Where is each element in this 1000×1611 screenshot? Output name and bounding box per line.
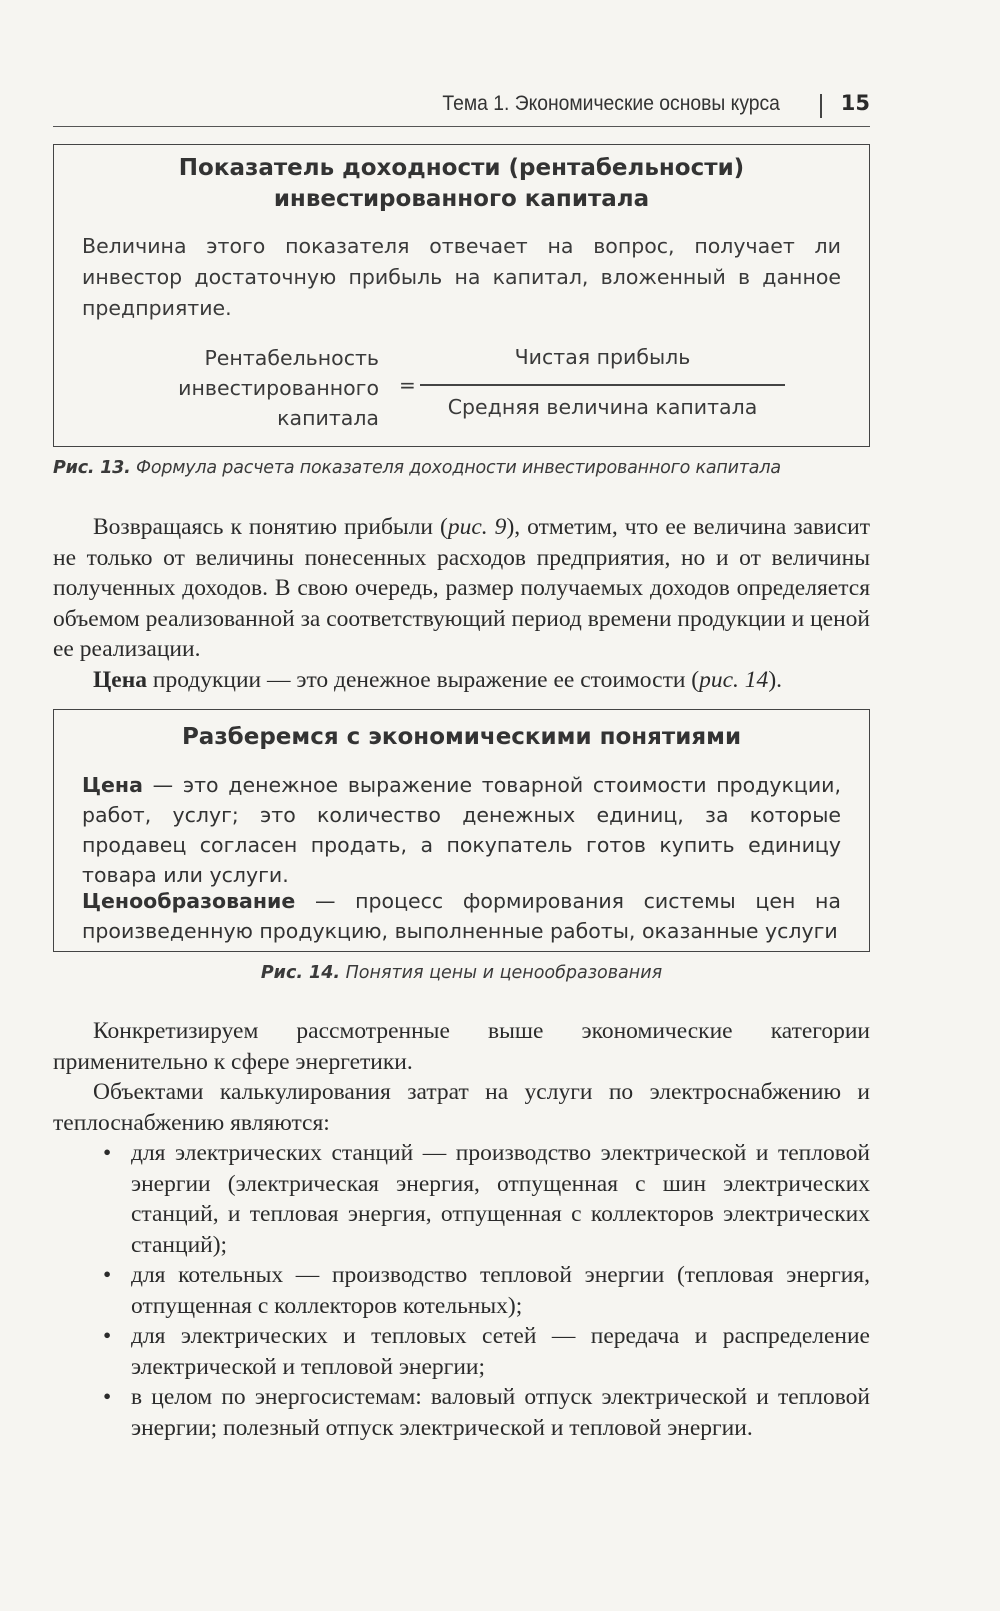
formula-equals: = — [399, 373, 416, 397]
paragraph-price — [53, 665, 870, 696]
figure-13-title-line1: Показатель доходности (рентабельности) — [178, 155, 745, 181]
formula-numerator: Чистая прибыль — [514, 345, 691, 369]
figure-14-title: Разберемся с экономическими понятиями — [181, 724, 742, 750]
term-price: Цена — [93, 667, 147, 693]
list-item — [53, 1138, 870, 1260]
paragraph-profit-part1: Возвращаясь к понятию прибыли ( — [93, 514, 448, 540]
fraction-line — [420, 384, 785, 386]
list-item-text: для электрических станций — производство электрической и тепловой энергии (электрическая энергия, отпущенная с шин электрических станций, и тепловая энергия, отпущенная с коллекторов электрических станций); — [131, 1140, 870, 1258]
paragraph-energy — [53, 1016, 870, 1077]
formula-left-side — [159, 343, 379, 433]
paragraph-objects — [53, 1077, 870, 1138]
running-header — [53, 90, 870, 127]
paragraph-profit — [53, 512, 870, 665]
definition-price-term: Цена — [82, 773, 143, 797]
paragraph-profit-part2: ), отметим, что ее величина зависит не только от величины понесенных расходов предприятия, но и от величины полученных доходов. В свою очередь, размер получаемых доходов определяется объемом реализованной за соответствующий период времени продукции и ценой ее реализации. — [53, 514, 870, 662]
figure-14-box — [53, 709, 870, 952]
formula-denominator: Средняя величина капитала — [447, 395, 758, 419]
bullet-icon: • — [103, 1262, 112, 1288]
figure-14-caption-text: Понятия цены и ценообразования — [345, 963, 663, 983]
figure-13-box — [53, 144, 870, 447]
figure-13-caption-label: Рис. 13. — [53, 458, 131, 478]
bullet-list — [53, 1138, 870, 1443]
paragraph-energy-text: Конкретизируем рассмотренные выше экономические категории применительно к сфере энергетики. — [53, 1018, 870, 1075]
header-separator — [820, 94, 822, 118]
figure-13-title-line2: инвестированного капитала — [273, 186, 650, 212]
bullet-icon: • — [103, 1140, 112, 1166]
figure-14-caption — [53, 963, 870, 983]
list-item-text: в целом по энергосистемам: валовый отпуск электрической и тепловой энергии; полезный отпуск электрической и тепловой энергии. — [131, 1384, 870, 1441]
formula-left-line3: капитала — [277, 406, 379, 430]
figure-13-title — [54, 153, 869, 215]
definition-pricing — [82, 886, 841, 946]
paragraph-price-end: ). — [768, 667, 783, 693]
list-item — [53, 1382, 870, 1443]
formula-left-line2: инвестированного — [178, 376, 379, 400]
bullet-icon: • — [103, 1323, 112, 1349]
page-number: 15 — [840, 91, 870, 115]
paragraph-objects-text: Объектами калькулирования затрат на услуги по электроснабжению и теплоснабжению являются: — [53, 1079, 870, 1136]
definition-price — [82, 770, 841, 890]
list-item — [53, 1260, 870, 1321]
list-item — [53, 1321, 870, 1382]
definition-pricing-text: — процесс формирования системы цен на произведенную продукцию, выполненные работы, оказанные услуги — [82, 889, 841, 943]
definition-pricing-term: Ценообразование — [82, 889, 296, 913]
list-item-text: для электрических и тепловых сетей — передача и распределение электрической и тепловой энергии; — [131, 1323, 870, 1380]
figure-13-lead: Величина этого показателя отвечает на вопрос, получает ли инвестор достаточную прибыль на капитал, вложенный в данное предприятие. — [82, 234, 841, 320]
figure-14-caption-label: Рис. 14. — [260, 963, 341, 983]
paragraph-price-text: продукции — это денежное выражение ее стоимости ( — [147, 667, 700, 693]
list-item-text: для котельных — производство тепловой энергии (тепловая энергия, отпущенная с коллекторов котельных); — [131, 1262, 870, 1319]
running-title: Тема 1. Экономические основы курса — [442, 92, 780, 115]
definition-price-text: — это денежное выражение товарной стоимости продукции, работ, услуг; это количество денежных единиц, за которые продавец согласен продать, а покупатель готов купить единицу товара или услуги. — [82, 773, 841, 887]
formula-left-line1: Рентабельность — [204, 346, 379, 370]
figure-13-caption — [53, 458, 870, 478]
bullet-icon: • — [103, 1384, 112, 1410]
figure-ref-9[interactable]: рис. 9 — [447, 514, 507, 540]
figure-13-caption-text: Формула расчета показателя доходности инвестированного капитала — [135, 458, 781, 478]
figure-ref-14[interactable]: рис. 14 — [699, 667, 769, 693]
